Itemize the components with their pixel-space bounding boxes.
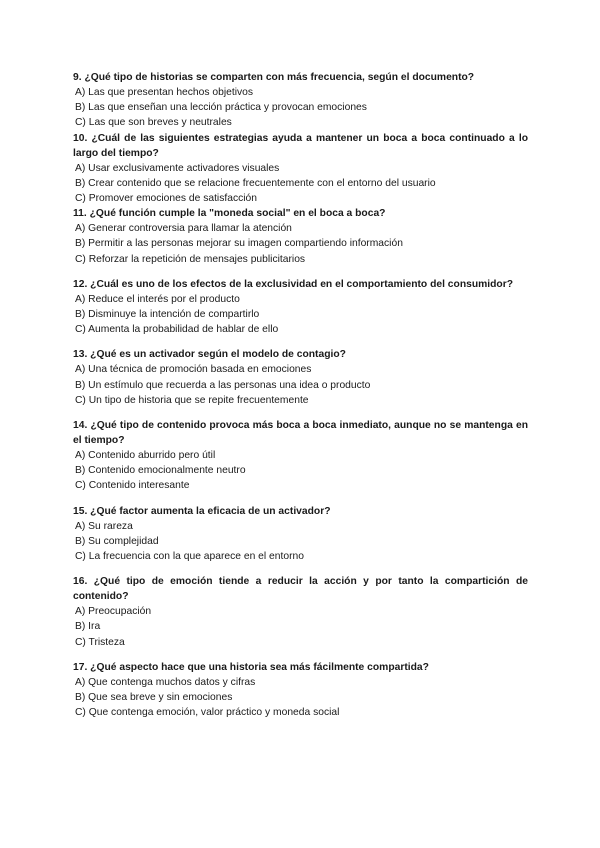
question-title: 11. ¿Qué función cumple la "moneda social" en el boca a boca? — [73, 208, 386, 220]
option-b: B) Crear contenido que se relacione frecuentemente con el entorno del usuario — [75, 177, 436, 189]
option-b: B) Ira — [75, 621, 101, 633]
question-title: 10. ¿Cuál de las siguientes estrategias ayuda a mantener un boca a boca continuado a lo largo del tiempo? — [73, 132, 528, 159]
option-c: C) Tristeza — [75, 636, 125, 648]
question-title: 9. ¿Qué tipo de historias se comparten con más frecuencia, según el documento? — [73, 72, 475, 83]
option-a: A) Que contenga muchos datos y cifras — [75, 676, 256, 688]
option-b: B) Las que enseñan una lección práctica y provocan emociones — [75, 102, 367, 114]
option-c: C) Aumenta la probabilidad de hablar de ello — [75, 324, 279, 336]
question-15 — [73, 504, 528, 565]
option-a: A) Una técnica de promoción basada en emociones — [75, 364, 312, 376]
option-c: C) Reforzar la repetición de mensajes publicitarios — [75, 253, 306, 265]
option-a: A) Reduce el interés por el producto — [75, 293, 240, 305]
option-a: A) Generar controversia para llamar la atención — [75, 223, 292, 235]
question-10 — [73, 131, 528, 207]
option-c: C) Que contenga emoción, valor práctico y moneda social — [75, 707, 340, 719]
option-b: B) Contenido emocionalmente neutro — [75, 465, 246, 477]
question-list — [73, 70, 528, 720]
option-c: C) La frecuencia con la que aparece en el entorno — [75, 551, 304, 563]
question-12 — [73, 277, 528, 338]
option-a: A) Su rareza — [75, 520, 133, 532]
question-14 — [73, 418, 528, 494]
option-c: C) Promover emociones de satisfacción — [75, 193, 257, 205]
question-title: 12. ¿Cuál es uno de los efectos de la exclusividad en el comportamiento del consumidor? — [73, 278, 514, 290]
option-a: A) Usar exclusivamente activadores visuales — [75, 162, 280, 174]
question-title: 15. ¿Qué factor aumenta la eficacia de un activador? — [73, 505, 331, 517]
option-a: A) Las que presentan hechos objetivos — [75, 87, 254, 98]
option-a: A) Contenido aburrido pero útil — [75, 450, 216, 462]
question-16 — [73, 574, 528, 650]
option-b: B) Permitir a las personas mejorar su imagen compartiendo información — [75, 238, 403, 250]
question-title: 13. ¿Qué es un activador según el modelo de contagio? — [73, 349, 346, 361]
option-b: B) Disminuye la intención de compartirlo — [75, 309, 260, 321]
option-b: B) Un estímulo que recuerda a las personas una idea o producto — [75, 379, 371, 391]
question-title: 16. ¿Qué tipo de emoción tiende a reducir la acción y por tanto la compartición de contenido? — [73, 576, 528, 603]
question-title: 14. ¿Qué tipo de contenido provoca más boca a boca inmediato, aunque no se mantenga en el tiempo? — [73, 420, 528, 447]
option-a: A) Preocupación — [75, 606, 152, 618]
question-11 — [73, 206, 528, 267]
option-c: C) Contenido interesante — [75, 480, 190, 492]
question-17 — [73, 660, 528, 721]
option-c: C) Un tipo de historia que se repite frecuentemente — [75, 394, 309, 406]
option-b: B) Su complejidad — [75, 535, 159, 547]
question-title: 17. ¿Qué aspecto hace que una historia sea más fácilmente compartida? — [73, 661, 429, 673]
option-b: B) Que sea breve y sin emociones — [75, 692, 233, 704]
option-c: C) Las que son breves y neutrales — [75, 117, 232, 129]
question-13 — [73, 347, 528, 408]
question-9 — [73, 70, 528, 131]
